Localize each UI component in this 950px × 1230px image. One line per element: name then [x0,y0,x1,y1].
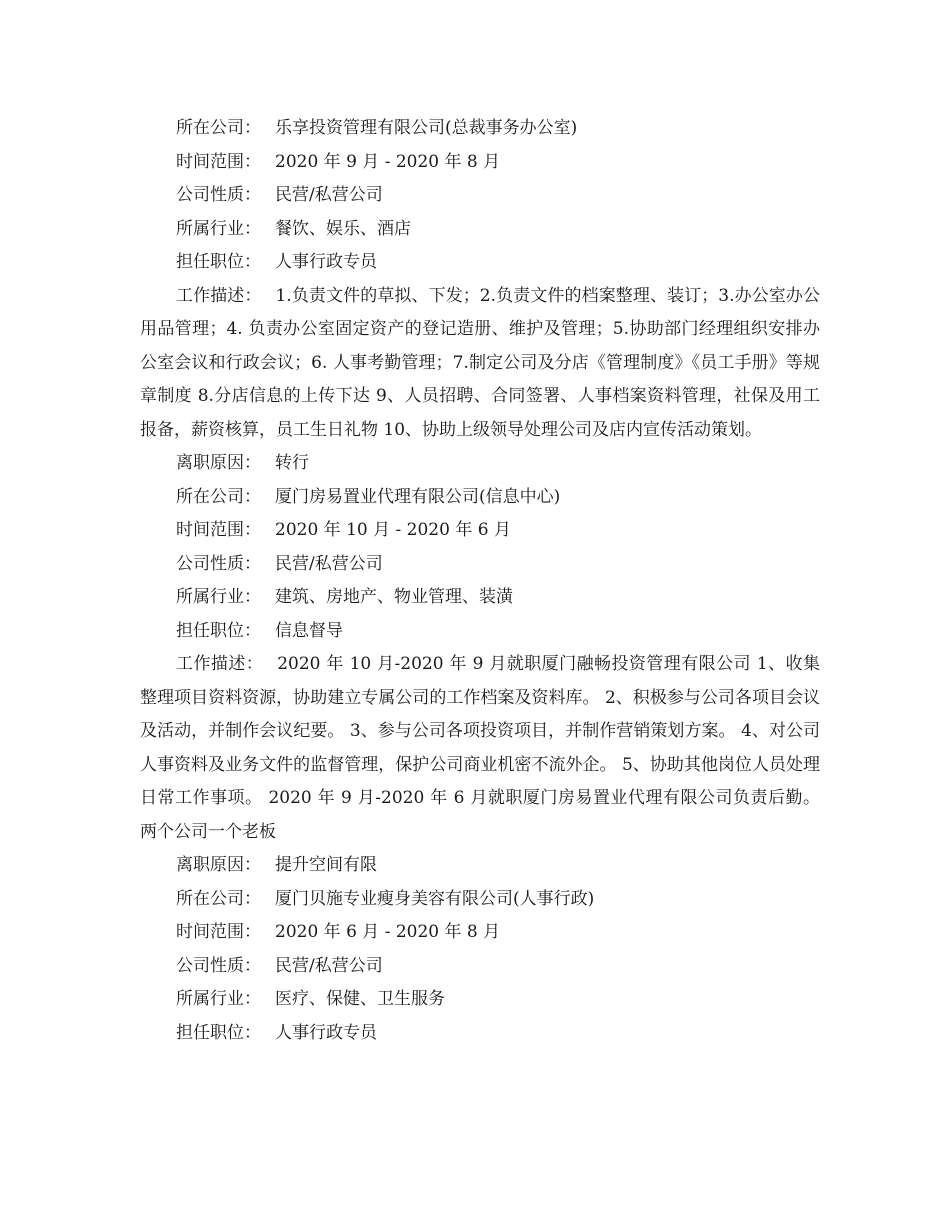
company-row [140,112,820,146]
time-range-row [140,916,820,950]
company-label: 所在公司： [176,486,261,507]
industry-value: 建筑、房地产、物业管理、装潢 [275,587,513,607]
job-description-paragraph [140,648,820,849]
job-description-value: 2020 年 10 月-2020 年 9 月就职厦门融畅投资管理有限公司 1、收集整理项目资料资源，协助建立专属公司的工作档案及资料库。 2、积极参与公司各项目会议及活动，并制作会议纪要。 3、参与公司各项投资项目，并制作营销策划方案。 4、对公司人事资料及业务文件的监督管理，保护公司商业机密不流外企。 5、协助其他岗位人员处理日常工作事项。 2020 年 9 月-2020 年 6 月就职厦门房易置业代理有限公司负责后勤。 两个公司一个老板 [140,654,820,842]
industry-row [140,983,820,1017]
company-value: 厦门房易置业代理有限公司(信息中心) [275,486,561,507]
position-label: 担任职位： [176,1022,261,1043]
position-value: 人事行政专员 [275,252,377,272]
position-label: 担任职位： [176,252,261,272]
company-nature-row [140,950,820,984]
company-nature-row [140,548,820,582]
company-nature-label: 公司性质： [176,553,261,574]
position-row [140,246,820,280]
company-value: 乐享投资管理有限公司(总裁事务办公室) [275,118,578,138]
job-description-label: 工作描述： [176,285,262,306]
position-row [140,615,820,649]
time-range-value: 2020 年 10 月 - 2020 年 6 月 [275,520,511,540]
time-range-row [140,514,820,548]
company-nature-value: 民营/私营公司 [275,553,383,574]
industry-row [140,213,820,247]
industry-value: 医疗、保健、卫生服务 [275,989,445,1009]
industry-row [140,581,820,615]
position-value: 人事行政专员 [275,1022,377,1043]
position-row [140,1017,820,1051]
company-nature-label: 公司性质： [176,185,261,205]
time-range-label: 时间范围： [176,520,261,540]
job-description-value: 1.负责文件的草拟、下发；2.负责文件的档案整理、装订；3.办公室办公用品管理；4. 负责办公室固定资产的登记造册、维护及管理；5.协助部门经理组织安排办公室会议和行政会议；6. 人事考勤管理；7.制定公司及分店《管理制度》《员工手册》等规章制度 8.分店信息的上传下达 9、人员招聘、合同签署、人事档案资料管理，社保及用工报备，薪资核算，员工生日礼物 10、协助上级领导处理公司及店内宣传活动策划。 [140,285,820,440]
time-range-label: 时间范围： [176,151,261,172]
industry-label: 所属行业： [176,587,261,607]
leave-reason-row [140,447,820,481]
industry-value: 餐饮、娱乐、酒店 [275,218,411,239]
company-nature-value: 民营/私营公司 [275,185,383,205]
company-nature-label: 公司性质： [176,955,261,976]
time-range-value: 2020 年 6 月 - 2020 年 8 月 [275,922,501,942]
company-label: 所在公司： [176,888,261,909]
company-nature-value: 民营/私营公司 [275,955,383,976]
position-value: 信息督导 [275,620,343,641]
industry-label: 所属行业： [176,989,261,1009]
company-row [140,481,820,515]
leave-reason-row [140,849,820,883]
job-description-paragraph [140,280,820,448]
leave-reason-value: 提升空间有限 [275,855,377,875]
job-description-label: 工作描述： [176,654,264,674]
leave-reason-label: 离职原因： [176,855,261,875]
time-range-label: 时间范围： [176,922,261,942]
industry-label: 所属行业： [176,218,261,239]
company-label: 所在公司： [176,118,261,138]
company-nature-row [140,179,820,213]
time-range-row [140,146,820,180]
leave-reason-label: 离职原因： [176,453,261,473]
company-row [140,883,820,917]
position-label: 担任职位： [176,620,261,641]
work-experience-section [140,112,820,1050]
leave-reason-value: 转行 [275,453,309,473]
company-value: 厦门贝施专业瘦身美容有限公司(人事行政) [275,888,595,909]
time-range-value: 2020 年 9 月 - 2020 年 8 月 [275,151,501,172]
